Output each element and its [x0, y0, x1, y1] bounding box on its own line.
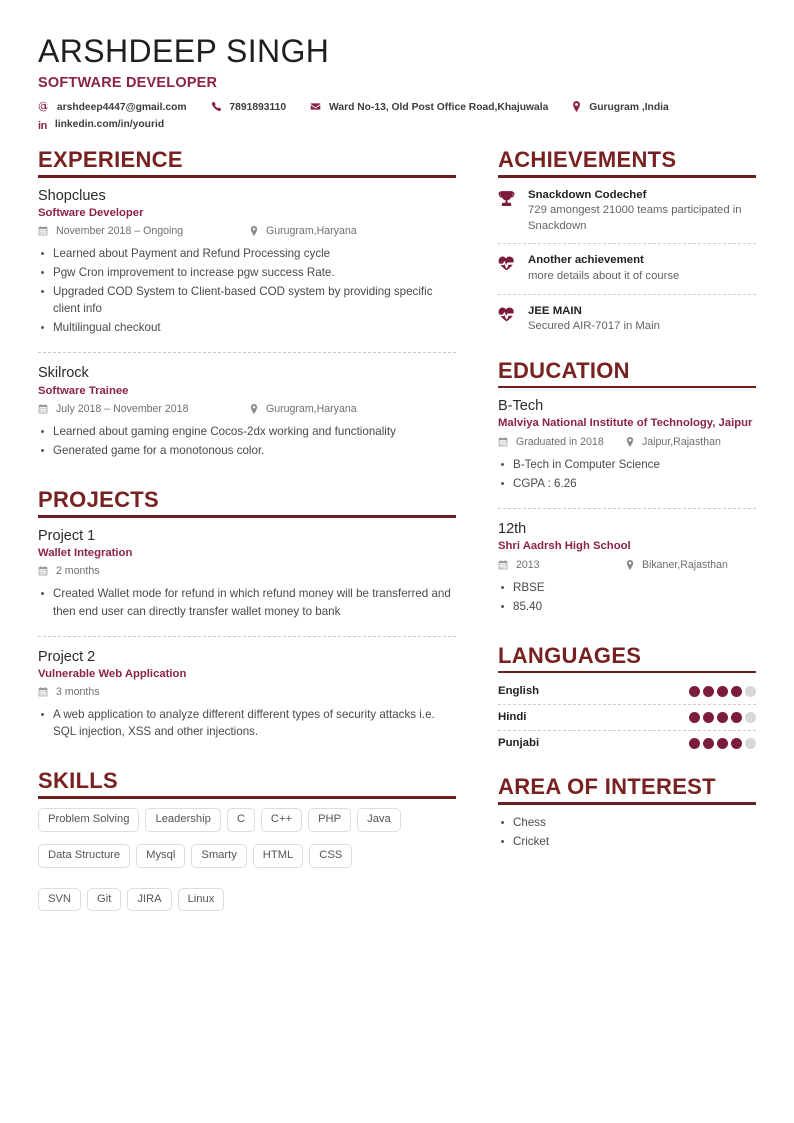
- section-title-skills: SKILLS: [38, 768, 119, 794]
- experience-location: [250, 224, 357, 240]
- achievement-desc: more details about it of course: [528, 270, 680, 283]
- rating-dot-filled: [717, 738, 728, 749]
- rating-dot-filled: [689, 686, 700, 697]
- divider: [498, 508, 756, 509]
- language-name: Punjabi: [498, 737, 540, 750]
- education-location: [626, 435, 721, 451]
- section-title-languages: LANGUAGES: [498, 642, 642, 668]
- section-title-projects: PROJECTS: [38, 487, 159, 513]
- project-meta: [38, 685, 456, 701]
- contact-linkedin-text: linkedin.com/in/yourid: [54, 119, 165, 131]
- contact-address-text: Ward No-13, Old Post Office Road,Khajuwala: [329, 102, 549, 114]
- divider: [498, 704, 756, 705]
- section-projects: [38, 488, 456, 747]
- skill-tag[interactable]: Git: [87, 888, 121, 912]
- experience-role: Software Developer: [38, 206, 144, 219]
- skill-tag[interactable]: JIRA: [127, 888, 171, 912]
- section-achievements: [498, 148, 756, 337]
- achievement-body: [528, 188, 756, 235]
- linkedin-icon: in: [38, 120, 47, 133]
- language-row: [498, 708, 756, 727]
- education-location-text: Jaipur,Rajasthan: [641, 436, 721, 449]
- contact-address: [310, 100, 548, 117]
- candidate-name: ARSHDEEP SINGH: [38, 33, 330, 69]
- education-meta: [498, 558, 756, 574]
- language-name: Hindi: [498, 711, 527, 724]
- experience-role: Software Trainee: [38, 384, 129, 397]
- resume-header: [38, 34, 756, 134]
- experience-date: [38, 224, 250, 240]
- education-bullets: [498, 456, 756, 492]
- list-item: Chess: [498, 814, 756, 831]
- experience-meta: [38, 224, 456, 240]
- skill-tag[interactable]: Data Structure: [38, 844, 130, 868]
- location-pin-icon: [572, 101, 581, 117]
- phone-icon: [211, 101, 222, 117]
- list-item: RBSE: [498, 579, 756, 596]
- rating-dot-filled: [731, 738, 742, 749]
- project-entry: [38, 648, 456, 748]
- rating-dot-empty: [745, 738, 756, 749]
- list-item: B-Tech in Computer Science: [498, 456, 756, 473]
- experience-meta: [38, 402, 456, 418]
- skill-tag[interactable]: PHP: [308, 808, 351, 832]
- education-institution: Malviya National Institute of Technology, Jaipur: [498, 417, 753, 430]
- list-item: Upgraded COD System to Client-based COD system by providing specific client info: [38, 283, 456, 317]
- project-bullets: [38, 706, 456, 740]
- project-duration: [38, 685, 100, 701]
- achievement-body: [528, 253, 756, 284]
- project-entry: [38, 527, 456, 627]
- language-row: [498, 734, 756, 753]
- experience-date: [38, 402, 250, 418]
- divider: [498, 730, 756, 731]
- experience-bullets: [38, 423, 456, 459]
- rating-dot-empty: [745, 686, 756, 697]
- skill-tag[interactable]: C: [227, 808, 255, 832]
- skill-tag[interactable]: Mysql: [136, 844, 185, 868]
- contact-linkedin[interactable]: [38, 117, 164, 134]
- contact-location-text: Gurugram ,India: [589, 102, 669, 114]
- rating-dot-filled: [717, 686, 728, 697]
- experience-location: [250, 402, 357, 418]
- achievement-item: [498, 187, 756, 237]
- list-item: Pgw Cron improvement to increase pgw success Rate.: [38, 264, 456, 281]
- section-rule: [38, 515, 456, 518]
- contact-phone-text: 7891893110: [229, 102, 287, 114]
- education-date: [498, 435, 626, 451]
- project-subtitle: Vulnerable Web Application: [38, 667, 187, 680]
- skill-group: [38, 844, 456, 875]
- divider: [38, 352, 456, 353]
- list-item: Learned about gaming engine Cocos-2dx working and functionality: [38, 423, 456, 440]
- rating-dot-filled: [717, 712, 728, 723]
- calendar-icon: [498, 437, 508, 451]
- divider: [498, 243, 756, 244]
- section-languages: [498, 644, 756, 753]
- achievement-item: [498, 303, 756, 337]
- skill-tag[interactable]: CSS: [309, 844, 352, 868]
- trophy-icon: [498, 188, 528, 212]
- rating-dot-filled: [731, 686, 742, 697]
- heart-pulse-icon: [498, 253, 528, 277]
- education-meta: [498, 435, 756, 451]
- section-experience: [38, 148, 456, 466]
- contact-phone[interactable]: [211, 100, 287, 117]
- achievement-body: [528, 304, 756, 335]
- project-name: Project 1: [38, 527, 96, 544]
- achievement-desc: Secured AIR-7017 in Main: [528, 320, 660, 333]
- experience-location-text: Gurugram,Haryana: [265, 403, 357, 416]
- education-date-text: Graduated in 2018: [515, 436, 604, 449]
- contact-info: [38, 100, 756, 134]
- language-rating[interactable]: [686, 712, 756, 723]
- calendar-icon: [38, 687, 48, 701]
- interest-list: [498, 814, 756, 850]
- achievement-desc: 729 amongest 21000 teams participated in Snackdown: [528, 204, 742, 232]
- project-duration: [38, 564, 100, 580]
- rating-dot-filled: [703, 686, 714, 697]
- experience-date-text: July 2018 – November 2018: [55, 403, 189, 416]
- rating-dot-filled: [731, 712, 742, 723]
- at-icon: [38, 101, 49, 117]
- list-item: Multilingual checkout: [38, 319, 456, 336]
- calendar-icon: [38, 404, 48, 418]
- calendar-icon: [498, 560, 508, 574]
- section-title-area-of-interest: AREA OF INTEREST: [498, 774, 716, 800]
- project-duration-text: 2 months: [55, 565, 100, 578]
- education-location: [626, 558, 728, 574]
- achievement-title: Another achievement: [528, 254, 644, 267]
- rating-dot-filled: [703, 738, 714, 749]
- achievement-item: [498, 252, 756, 286]
- contact-row-primary: [38, 100, 756, 117]
- contact-email-text: arshdeep4447@gmail.com: [56, 102, 187, 114]
- section-education: [498, 359, 756, 622]
- project-duration-text: 3 months: [55, 686, 100, 699]
- resume-body: [38, 148, 756, 924]
- education-bullets: [498, 579, 756, 615]
- skill-tag[interactable]: Problem Solving: [38, 808, 139, 832]
- project-meta: [38, 564, 456, 580]
- achievement-title: Snackdown Codechef: [528, 188, 647, 201]
- section-rule: [498, 175, 756, 178]
- skill-tag[interactable]: SVN: [38, 888, 81, 912]
- envelope-icon: [310, 101, 321, 117]
- education-entry: [498, 520, 756, 622]
- list-item: CGPA : 6.26: [498, 475, 756, 492]
- education-date-text: 2013: [515, 558, 540, 571]
- skill-tag[interactable]: HTML: [253, 844, 303, 868]
- heart-pulse-icon: [498, 304, 528, 328]
- location-pin-icon: [250, 404, 258, 418]
- list-item: Created Wallet mode for refund in which refund money will be transferred and then end user can directly transfer wallet money to bank: [38, 585, 456, 619]
- education-entry: [498, 397, 756, 499]
- skill-group: [38, 888, 456, 919]
- list-item: 85.40: [498, 598, 756, 615]
- project-subtitle: Wallet Integration: [38, 546, 133, 559]
- location-pin-icon: [626, 560, 634, 574]
- section-rule: [498, 386, 756, 389]
- education-location-text: Bikaner,Rajasthan: [641, 558, 728, 571]
- language-name: English: [498, 685, 540, 698]
- section-rule: [498, 802, 756, 805]
- section-rule: [498, 671, 756, 674]
- experience-location-text: Gurugram,Haryana: [265, 225, 357, 238]
- education-degree: 12th: [498, 521, 527, 538]
- rating-dot-filled: [689, 712, 700, 723]
- rating-dot-filled: [703, 712, 714, 723]
- education-institution: Shri Aadrsh High School: [498, 540, 631, 553]
- rating-dot-filled: [689, 738, 700, 749]
- left-column: [38, 148, 456, 924]
- candidate-role: SOFTWARE DEVELOPER: [38, 75, 218, 92]
- location-pin-icon: [250, 226, 258, 240]
- rating-dot-empty: [745, 712, 756, 723]
- section-rule: [38, 796, 456, 799]
- education-degree: B-Tech: [498, 398, 544, 415]
- section-area-of-interest: [498, 775, 756, 849]
- language-rating[interactable]: [686, 738, 756, 749]
- skill-group: [38, 808, 456, 839]
- project-bullets: [38, 585, 456, 619]
- language-row: [498, 682, 756, 701]
- experience-entry: [38, 364, 456, 466]
- experience-date-text: November 2018 – Ongoing: [55, 225, 184, 238]
- divider: [498, 294, 756, 295]
- experience-bullets: [38, 245, 456, 336]
- skill-tag[interactable]: Leadership: [145, 808, 220, 832]
- section-skills: [38, 769, 456, 918]
- list-item: Cricket: [498, 833, 756, 850]
- skill-tag[interactable]: Smarty: [191, 844, 246, 868]
- contact-row-secondary: [38, 117, 756, 134]
- calendar-icon: [38, 226, 48, 240]
- experience-company: Skilrock: [38, 365, 89, 382]
- experience-company: Shopclues: [38, 187, 106, 204]
- achievement-title: JEE MAIN: [528, 304, 582, 317]
- section-rule: [38, 175, 456, 178]
- location-pin-icon: [626, 437, 634, 451]
- divider: [38, 636, 456, 637]
- list-item: Learned about Payment and Refund Processing cycle: [38, 245, 456, 262]
- calendar-icon: [38, 566, 48, 580]
- section-title-experience: EXPERIENCE: [38, 147, 183, 173]
- education-date: [498, 558, 626, 574]
- skill-tag[interactable]: Java: [357, 808, 401, 832]
- language-rating[interactable]: [686, 686, 756, 697]
- project-name: Project 2: [38, 648, 96, 665]
- skill-tag[interactable]: C++: [261, 808, 302, 832]
- contact-email[interactable]: [38, 100, 187, 117]
- experience-entry: [38, 187, 456, 344]
- contact-location: [572, 100, 668, 117]
- right-column: [498, 148, 756, 856]
- skill-tag[interactable]: Linux: [178, 888, 225, 912]
- list-item: Generated game for a monotonous color.: [38, 442, 456, 459]
- list-item: A web application to analyze different different types of security attacks i.e. SQL injection, XSS and other injections.: [38, 706, 456, 740]
- section-title-education: EDUCATION: [498, 357, 630, 383]
- section-title-achievements: ACHIEVEMENTS: [498, 147, 677, 173]
